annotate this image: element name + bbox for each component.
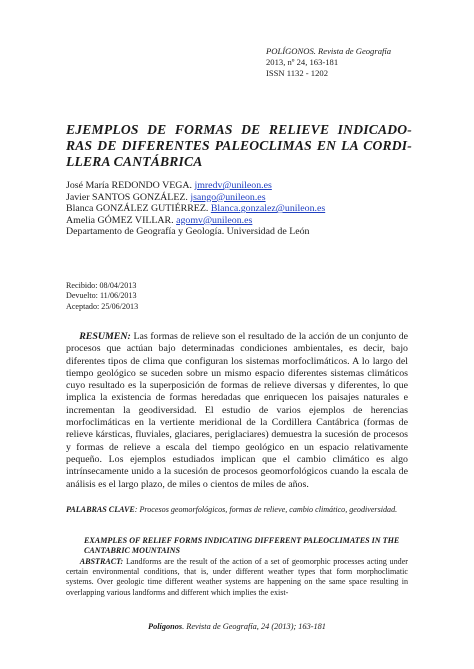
abstract-section — [66, 557, 408, 598]
author-name: Blanca GONZÁLEZ GUTIÉRREZ. — [66, 203, 209, 215]
author-list — [66, 180, 325, 238]
author-line — [66, 180, 325, 192]
paper-title: EJEMPLOS DE FORMAS DE RELIEVE INDICADO-RAS DE DIFERENTES PALEOCLIMAS EN LA CORDI-LLERA CANTÁBRICA — [66, 122, 412, 169]
author-name: José María REDONDO VEGA. — [66, 180, 192, 191]
abstract-label: ABSTRACT: — [79, 557, 124, 566]
resumen-paragraph — [66, 331, 408, 491]
author-line — [66, 203, 325, 215]
resumen-section — [66, 331, 408, 491]
author-email-link[interactable]: agomv@unileon.es — [176, 214, 253, 226]
date-returned: Devuelto: 11/06/2013 — [66, 291, 137, 301]
author-email-link[interactable]: jsango@unileon.es — [190, 191, 266, 203]
palabras-clave-label: PALABRAS CLAVE — [66, 505, 135, 514]
footer-citation: . Revista de Geografía, 24 (2013); 163-181 — [182, 622, 326, 631]
submission-dates — [66, 281, 138, 312]
resumen-label: RESUMEN: — [79, 331, 131, 342]
journal-name: POLÍGONOS. Revista de Geografía — [266, 46, 392, 56]
abstract-text: Landforms are the result of the action of a set of geomorphic processes acting under certain environmental conditions, that is, under different weather types that form morphoclimatic systems. Over geologic time different weather systems are happening on the same space resulting in overlapping various landforms and different which implies the exist- — [66, 557, 408, 597]
journal-header — [266, 46, 391, 79]
author-line — [66, 215, 325, 227]
footer-journal: Polígonos — [148, 622, 183, 631]
palabras-clave-section — [66, 505, 408, 515]
abstract-paragraph — [66, 557, 408, 598]
author-line — [66, 192, 325, 204]
affiliation: Departamento de Geografía y Geología. Universidad de León — [66, 226, 310, 238]
date-received: Recibido: 08/04/2013 — [66, 281, 137, 290]
resumen-text: Las formas de relieve son el resultado de la acción de un conjunto de procesos que actúan bajo determinadas condiciones ambientales, es decir, bajo diferentes tipos de clima que configuran los sistemas morfoclimáticos. A lo largo del tiempo geológico se suceden sobre un mismo espacio diferentes sistemas climáticos cuyo resultado es la superposición de formas de relieve diversas y diferentes, lo que implica la existencia de formas heredadas que enriquecen los paisajes naturales e incrementan la geodiversidad. El estudio de varios ejemplos de herencias morfoclimáticas en la vertiente meridional de la Cordillera Cantábrica (formas de relieve kársticas, fluviales, glaciares, periglaciares) demuestra la sucesión de procesos y formas de relieve a escala del tiempo geológico en un espacio relativamente pequeño. Los ejemplos estudiados implican que el cambio climático es algo intrínsecamente unido a la sucesión de procesos geomorfológicos cuando la escala de análisis es el largo plazo, de miles o cientos de miles de años. — [66, 331, 409, 490]
english-title: EXAMPLES OF RELIEF FORMS INDICATING DIFFERENT PALEOCLIMATES IN THE CANTABRIC MOUNTAINS — [84, 536, 400, 555]
author-email-link[interactable]: Blanca.gonzalez@unileon.es — [210, 203, 326, 215]
journal-issue: 2013, nº 24, 163-181 — [266, 57, 339, 67]
author-name: Javier SANTOS GONZÁLEZ. — [66, 191, 188, 203]
page-footer — [0, 622, 474, 631]
author-email-link[interactable]: jmredv@unileon.es — [194, 180, 272, 191]
palabras-clave-text: : Procesos geomorfológicos, formas de relieve, cambio climático, geodiversidad. — [134, 505, 398, 514]
journal-issn: ISSN 1132 - 1202 — [266, 68, 328, 78]
palabras-clave-paragraph — [66, 505, 408, 515]
date-accepted: Aceptado: 25/06/2013 — [66, 301, 139, 311]
author-name: Amelia GÓMEZ VILLAR. — [66, 214, 174, 226]
